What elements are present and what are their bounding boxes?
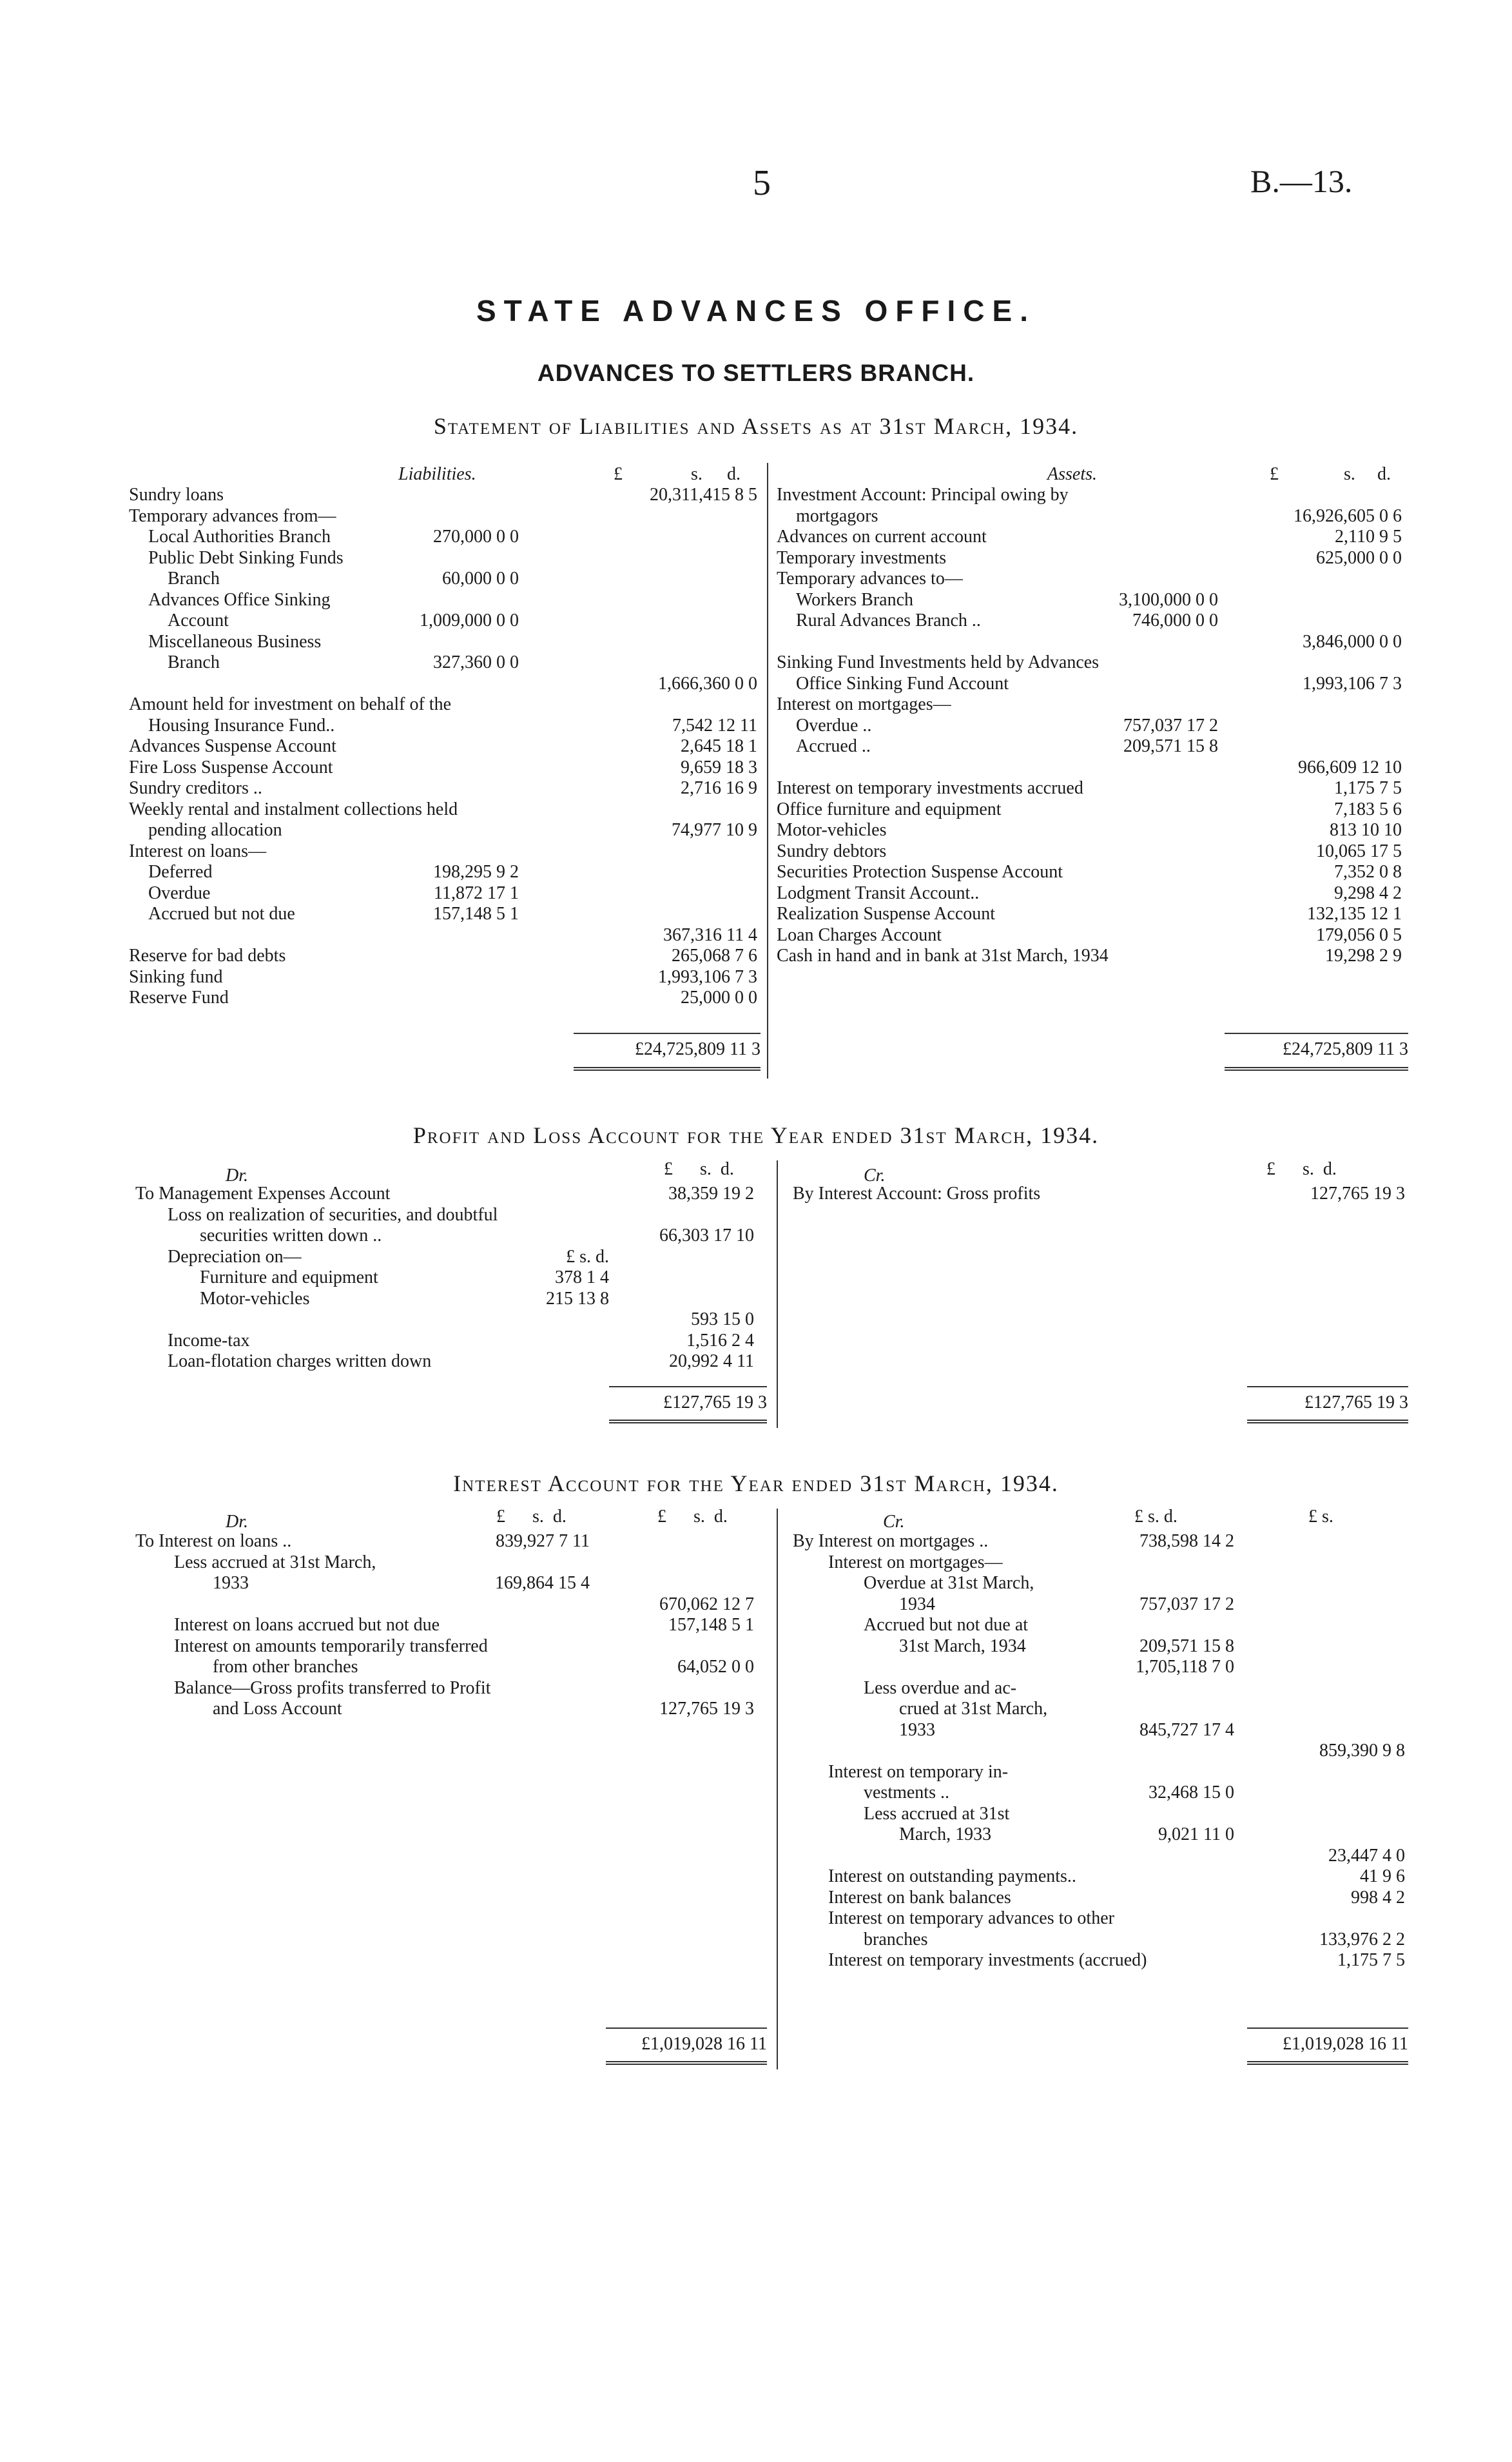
currency-header: d. — [1377, 464, 1391, 484]
assets-total: £24,725,809 11 3 — [1283, 1039, 1408, 1059]
ledger-row — [777, 694, 1405, 716]
amount: 66,303 17 10 — [659, 1226, 754, 1246]
ledger-row — [129, 569, 757, 590]
line-item-label: Interest on temporary in- — [828, 1761, 1009, 1782]
ledger-row — [777, 820, 1405, 841]
ledger-row — [793, 1636, 1408, 1657]
ledger-row — [777, 925, 1405, 946]
line-item-label: Fire Loss Suspense Account — [129, 757, 333, 777]
ledger-row — [129, 485, 757, 506]
amount: 41 9 6 — [1360, 1866, 1405, 1886]
line-item-label: securities written down .. — [200, 1226, 382, 1246]
currency-header: d. — [727, 464, 741, 484]
ledger-row — [777, 799, 1405, 821]
column-divider — [777, 1160, 778, 1428]
ledger-row — [129, 778, 757, 799]
amount: 859,390 9 8 — [1319, 1741, 1405, 1761]
line-item-label: Interest on mortgages— — [828, 1552, 1003, 1572]
line-item-label: pending allocation — [148, 820, 282, 840]
profit-loss-debit-total: £127,765 19 3 — [663, 1392, 767, 1412]
amount: 74,977 10 9 — [672, 820, 757, 840]
line-item-label: Branch — [168, 569, 220, 589]
ledger-row — [777, 527, 1405, 548]
line-item-label: crued at 31st March, — [899, 1699, 1048, 1719]
rule — [574, 1067, 761, 1071]
sub-amount: 1,705,118 7 0 — [1136, 1657, 1234, 1677]
sub-amount: 270,000 0 0 — [433, 527, 519, 547]
ledger-row — [135, 1573, 764, 1594]
debit-label: Dr. — [226, 1166, 249, 1186]
ledger-row — [777, 736, 1405, 757]
line-item-label: Realization Suspense Account — [777, 904, 996, 924]
amount: 1,993,106 7 3 — [1303, 673, 1402, 694]
ledger-row — [135, 1351, 764, 1373]
line-item-label: Interest on temporary advances to other — [828, 1908, 1114, 1928]
currency-header: £ s. — [1308, 1507, 1333, 1527]
ledger-row — [793, 1762, 1408, 1783]
line-item-label: By Interest Account: Gross profits — [793, 1184, 1041, 1204]
line-item-label: Temporary advances to— — [777, 569, 963, 589]
ledger-row — [129, 988, 757, 1009]
line-item-label: Overdue at 31st March, — [864, 1573, 1034, 1593]
ledger-row — [793, 1699, 1408, 1720]
amount: 20,992 4 11 — [669, 1351, 754, 1371]
page-subtitle: ADVANCES TO SETTLERS BRANCH. — [537, 360, 975, 386]
ledger-row — [793, 1888, 1408, 1909]
ledger-row — [777, 946, 1405, 967]
line-item-label: Temporary advances from— — [129, 505, 336, 526]
line-item-label: Advances Suspense Account — [129, 736, 336, 756]
amount: 9,659 18 3 — [681, 757, 757, 777]
ledger-row — [777, 548, 1405, 569]
line-item-label: Interest on mortgages— — [777, 694, 951, 714]
line-item-label: Advances Office Sinking — [148, 589, 331, 610]
line-item-label: vestments .. — [864, 1783, 949, 1803]
ledger-row — [793, 1950, 1408, 1971]
amount: 1,175 7 5 — [1337, 1950, 1405, 1970]
credit-label: Cr. — [883, 1512, 905, 1532]
ledger-row — [793, 1824, 1408, 1846]
amount: 127,765 19 3 — [659, 1699, 754, 1719]
amount: 670,062 12 7 — [659, 1594, 754, 1614]
amount: 127,765 19 3 — [1310, 1184, 1405, 1204]
sub-amount: 327,360 0 0 — [433, 652, 519, 672]
line-item-label: Miscellaneous Business — [148, 631, 322, 652]
sub-amount: 757,037 17 2 — [1139, 1594, 1234, 1614]
line-item-label: Reserve for bad debts — [129, 946, 286, 966]
ledger-row — [135, 1309, 764, 1331]
profit-loss-debits — [135, 1184, 764, 1373]
line-item-label: Local Authorities Branch — [148, 527, 331, 547]
ledger-row — [793, 1573, 1408, 1594]
rule — [1247, 2061, 1408, 2065]
ledger-row — [135, 1331, 764, 1352]
amount: 1,666,360 0 0 — [658, 673, 757, 694]
ledger-row — [129, 506, 757, 527]
line-item-label: mortgagors — [796, 505, 878, 526]
line-item-label: Lodgment Transit Account.. — [777, 883, 980, 903]
line-item-label: Office Sinking Fund Account — [796, 673, 1009, 694]
ledger-row — [129, 736, 757, 757]
currency-header: £ s. d. — [566, 1246, 609, 1267]
rule — [606, 2061, 767, 2065]
line-item-label: Less accrued at 31st March, — [174, 1552, 376, 1572]
line-item-label: By Interest on mortgages .. — [793, 1531, 989, 1551]
line-item-label: 1934 — [899, 1594, 935, 1614]
sub-amount: 839,927 7 11 — [496, 1531, 590, 1551]
ledger-row — [129, 548, 757, 569]
ledger-row — [135, 1289, 764, 1310]
line-item-label: Accrued but not due at — [864, 1615, 1029, 1635]
ledger-row — [129, 883, 757, 904]
ledger-row — [135, 1594, 764, 1616]
ledger-row — [135, 1552, 764, 1574]
line-item-label: Rural Advances Branch .. — [796, 611, 981, 630]
currency-header: £ s. d. — [1134, 1507, 1178, 1527]
amount: 7,183 5 6 — [1334, 799, 1402, 819]
ledger-row — [793, 1615, 1408, 1636]
ledger-row — [777, 716, 1405, 737]
profit-loss-credit-total: £127,765 19 3 — [1304, 1392, 1408, 1412]
line-item-label: Sinking Fund Investments held by Advances — [777, 652, 1100, 672]
liabilities-total: £24,725,809 11 3 — [635, 1039, 761, 1059]
line-item-label: Interest on temporary investments accrued — [777, 778, 1083, 798]
ledger-row — [135, 1657, 764, 1678]
amount: 10,065 17 5 — [1316, 841, 1402, 861]
ledger-row — [129, 946, 757, 967]
amount: 23,447 4 0 — [1328, 1845, 1405, 1866]
credit-label: Cr. — [864, 1166, 886, 1186]
ledger-row — [793, 1678, 1408, 1699]
line-item-label: 1933 — [213, 1573, 249, 1593]
line-item-label: and Loss Account — [213, 1699, 342, 1719]
currency-header: £ s. d. — [496, 1507, 567, 1527]
ledger-row — [129, 862, 757, 883]
amount: 9,298 4 2 — [1334, 883, 1402, 903]
amount: 1,175 7 5 — [1334, 778, 1402, 798]
ledger-row — [777, 862, 1405, 883]
ledger-row — [129, 967, 757, 988]
amount: 20,311,415 8 5 — [650, 485, 757, 505]
profit-loss-credits — [793, 1184, 1408, 1205]
ledger-row — [793, 1184, 1408, 1205]
ledger-row — [129, 841, 757, 863]
ledger-row — [777, 590, 1405, 611]
line-item-label: Income-tax — [168, 1330, 250, 1351]
line-item-label: Securities Protection Suspense Account — [777, 862, 1063, 882]
ledger-row — [129, 904, 757, 925]
ledger-row — [793, 1531, 1408, 1552]
ledger-row — [129, 799, 757, 821]
ledger-row — [777, 611, 1405, 632]
line-item-label: Workers Branch — [796, 589, 914, 610]
line-item-label: Sundry loans — [129, 485, 224, 505]
ledger-row — [135, 1636, 764, 1657]
line-item-label: Less overdue and ac- — [864, 1677, 1017, 1698]
ledger-row — [777, 506, 1405, 527]
line-item-label: Office furniture and equipment — [777, 799, 1002, 819]
currency-header: £ s. d. — [664, 1159, 734, 1179]
sub-amount: 1,009,000 0 0 — [420, 611, 519, 630]
liabilities-list — [129, 485, 757, 1009]
sub-amount: 209,571 15 8 — [1123, 736, 1218, 756]
sub-amount: 378 1 4 — [555, 1267, 609, 1287]
rule — [1247, 2027, 1408, 2029]
line-item-label: Interest on amounts temporarily transferred — [174, 1636, 488, 1656]
amount: 998 4 2 — [1351, 1887, 1405, 1908]
amount: 132,135 12 1 — [1307, 904, 1402, 924]
sub-amount: 215 13 8 — [546, 1288, 609, 1309]
line-item-label: Amount held for investment on behalf of the — [129, 694, 451, 714]
line-item-label: from other branches — [213, 1657, 358, 1677]
ledger-row — [793, 1783, 1408, 1804]
ledger-row — [793, 1866, 1408, 1888]
ledger-row — [777, 757, 1405, 779]
amount: 7,542 12 11 — [672, 715, 757, 736]
ledger-row — [135, 1226, 764, 1247]
line-item-label: Interest on bank balances — [828, 1887, 1011, 1908]
page-title: STATE ADVANCES OFFICE. — [476, 294, 1036, 327]
amount: 265,068 7 6 — [672, 946, 757, 966]
page-number: 5 — [753, 163, 771, 203]
ledger-row — [777, 778, 1405, 799]
amount: 1,993,106 7 3 — [658, 966, 757, 987]
amount: 25,000 0 0 — [681, 988, 757, 1008]
line-item-label: Interest on loans accrued but not due — [174, 1615, 440, 1635]
ledger-row — [135, 1267, 764, 1289]
line-item-label: Accrued .. — [796, 736, 871, 756]
line-item-label: branches — [864, 1929, 928, 1949]
line-item-label: Loan Charges Account — [777, 924, 942, 945]
document-reference: B.—13. — [1250, 163, 1353, 199]
rule — [1247, 1386, 1408, 1387]
rule — [606, 2027, 767, 2029]
sub-amount: 3,100,000 0 0 — [1119, 589, 1218, 610]
interest-credit-total: £1,019,028 16 11 — [1283, 2034, 1408, 2054]
line-item-label: Sundry debtors — [777, 841, 887, 861]
sub-amount: 198,295 9 2 — [433, 862, 519, 882]
ledger-row — [129, 611, 757, 632]
sub-amount: 9,021 11 0 — [1158, 1824, 1234, 1844]
amount: 625,000 0 0 — [1316, 547, 1402, 568]
interest-debits — [135, 1531, 764, 1720]
liabilities-heading: Liabilities. — [398, 464, 476, 484]
ledger-row — [793, 1930, 1408, 1951]
line-item-label: Loan-flotation charges written down — [168, 1351, 432, 1371]
sub-amount: 169,864 15 4 — [495, 1573, 590, 1593]
assets-heading: Assets. — [1047, 464, 1097, 484]
line-item-label: Accrued but not due — [148, 904, 295, 924]
ledger-row — [129, 527, 757, 548]
line-item-label: Furniture and equipment — [200, 1267, 378, 1287]
sub-amount: 32,468 15 0 — [1149, 1783, 1234, 1803]
currency-header: £ s. d. — [657, 1507, 728, 1527]
amount: 179,056 0 5 — [1316, 924, 1402, 945]
ledger-row — [777, 569, 1405, 590]
amount: 593 15 0 — [691, 1309, 754, 1329]
line-item-label: Balance—Gross profits transferred to Profit — [174, 1677, 491, 1698]
line-item-label: Deferred — [148, 862, 213, 882]
ledger-row — [793, 1741, 1408, 1762]
line-item-label: To Management Expenses Account — [135, 1184, 391, 1204]
rule — [1247, 1420, 1408, 1423]
amount: 367,316 11 4 — [663, 924, 757, 945]
line-item-label: Branch — [168, 652, 220, 672]
sub-amount: 757,037 17 2 — [1123, 715, 1218, 736]
ledger-row — [793, 1594, 1408, 1616]
line-item-label: 1933 — [899, 1719, 935, 1740]
ledger-row — [129, 652, 757, 674]
ledger-row — [793, 1657, 1408, 1678]
ledger-row — [793, 1552, 1408, 1574]
line-item-label: 31st March, 1934 — [899, 1636, 1026, 1656]
amount: 2,645 18 1 — [681, 736, 757, 756]
ledger-row — [777, 841, 1405, 863]
ledger-row — [129, 716, 757, 737]
line-item-label: Investment Account: Principal owing by — [777, 485, 1069, 505]
line-item-label: Interest on temporary investments (accrued) — [828, 1950, 1147, 1970]
ledger-row — [129, 820, 757, 841]
line-item-label: Interest on loans— — [129, 841, 267, 861]
ledger-row — [129, 757, 757, 779]
amount: 2,716 16 9 — [681, 778, 757, 798]
amount: 3,846,000 0 0 — [1303, 631, 1402, 652]
ledger-row — [793, 1804, 1408, 1825]
amount: 38,359 19 2 — [668, 1184, 754, 1204]
ledger-row — [793, 1846, 1408, 1867]
rule — [1225, 1067, 1408, 1071]
ledger-row — [129, 925, 757, 946]
ledger-row — [777, 652, 1405, 674]
rule — [1225, 1033, 1408, 1034]
assets-list — [777, 485, 1405, 967]
amount: 64,052 0 0 — [677, 1657, 754, 1677]
ledger-row — [793, 1720, 1408, 1741]
ledger-row — [777, 485, 1405, 506]
amount: 7,352 0 8 — [1334, 862, 1402, 882]
line-item-label: Loss on realization of securities, and doubtful — [168, 1204, 498, 1225]
amount: 19,298 2 9 — [1325, 946, 1402, 966]
debit-label: Dr. — [226, 1512, 249, 1532]
line-item-label: Housing Insurance Fund.. — [148, 715, 335, 736]
line-item-label: Public Debt Sinking Funds — [148, 547, 344, 568]
line-item-label: Advances on current account — [777, 527, 987, 547]
ledger-row — [777, 883, 1405, 904]
amount: 1,516 2 4 — [686, 1330, 754, 1351]
interest-credits — [793, 1531, 1408, 1971]
line-item-label: March, 1933 — [899, 1824, 992, 1844]
sub-amount: 738,598 14 2 — [1139, 1531, 1234, 1551]
sub-amount: 845,727 17 4 — [1139, 1719, 1234, 1740]
sub-amount: 60,000 0 0 — [442, 569, 519, 589]
line-item-label: Sinking fund — [129, 966, 223, 987]
ledger-row — [135, 1531, 764, 1552]
line-item-label: Motor-vehicles — [200, 1288, 310, 1309]
balance-sheet-heading: Statement of Liabilities and Assets as at 31st March, 1934. — [433, 413, 1079, 439]
line-item-label: To Interest on loans .. — [135, 1531, 292, 1551]
interest-debit-total: £1,019,028 16 11 — [641, 2034, 767, 2054]
line-item-label: Temporary investments — [777, 547, 947, 568]
ledger-row — [129, 590, 757, 611]
column-divider — [777, 1509, 778, 2069]
line-item-label: Less accrued at 31st — [864, 1803, 1010, 1824]
amount: 157,148 5 1 — [668, 1615, 754, 1635]
line-item-label: Depreciation on— — [168, 1246, 302, 1267]
line-item-label: Overdue .. — [796, 715, 872, 736]
currency-header: £ — [1270, 464, 1279, 484]
ledger-row — [135, 1205, 764, 1226]
line-item-label: Interest on outstanding payments.. — [828, 1866, 1076, 1886]
sub-amount: 157,148 5 1 — [433, 904, 519, 924]
ledger-row — [777, 674, 1405, 695]
currency-header: £ s. d. — [1266, 1159, 1337, 1179]
profit-loss-heading: Profit and Loss Account for the Year ended 31st March, 1934. — [412, 1122, 1100, 1148]
ledger-row — [793, 1908, 1408, 1930]
sub-amount: 209,571 15 8 — [1139, 1636, 1234, 1656]
line-item-label: Cash in hand and in bank at 31st March, 1934 — [777, 946, 1109, 966]
line-item-label: Weekly rental and instalment collections held — [129, 799, 458, 819]
rule — [609, 1420, 767, 1423]
currency-header: s. — [1344, 464, 1355, 484]
ledger-row — [135, 1247, 764, 1268]
interest-account-heading: Interest Account for the Year ended 31st March, 1934. — [453, 1470, 1059, 1496]
ledger-row — [777, 632, 1405, 653]
line-item-label: Motor-vehicles — [777, 820, 887, 840]
ledger-row — [135, 1184, 764, 1205]
amount: 966,609 12 10 — [1298, 757, 1402, 777]
ledger-row — [777, 904, 1405, 925]
line-item-label: Overdue — [148, 883, 211, 903]
rule — [609, 1386, 767, 1387]
amount: 2,110 9 5 — [1335, 527, 1402, 547]
currency-header: s. — [691, 464, 703, 484]
ledger-row — [135, 1699, 764, 1720]
sub-amount: 11,872 17 1 — [434, 883, 519, 903]
ledger-row — [129, 694, 757, 716]
line-item-label: Sundry creditors .. — [129, 778, 262, 798]
column-divider — [767, 463, 768, 1079]
rule — [574, 1033, 761, 1034]
amount: 133,976 2 2 — [1319, 1929, 1405, 1949]
ledger-row — [135, 1678, 764, 1699]
amount: 813 10 10 — [1330, 820, 1402, 840]
line-item-label: Reserve Fund — [129, 988, 229, 1008]
ledger-row — [129, 632, 757, 653]
sub-amount: 746,000 0 0 — [1132, 611, 1218, 630]
line-item-label: Account — [168, 611, 229, 630]
ledger-row — [129, 674, 757, 695]
currency-header: £ — [614, 464, 623, 484]
amount: 16,926,605 0 6 — [1294, 505, 1402, 526]
ledger-row — [135, 1615, 764, 1636]
